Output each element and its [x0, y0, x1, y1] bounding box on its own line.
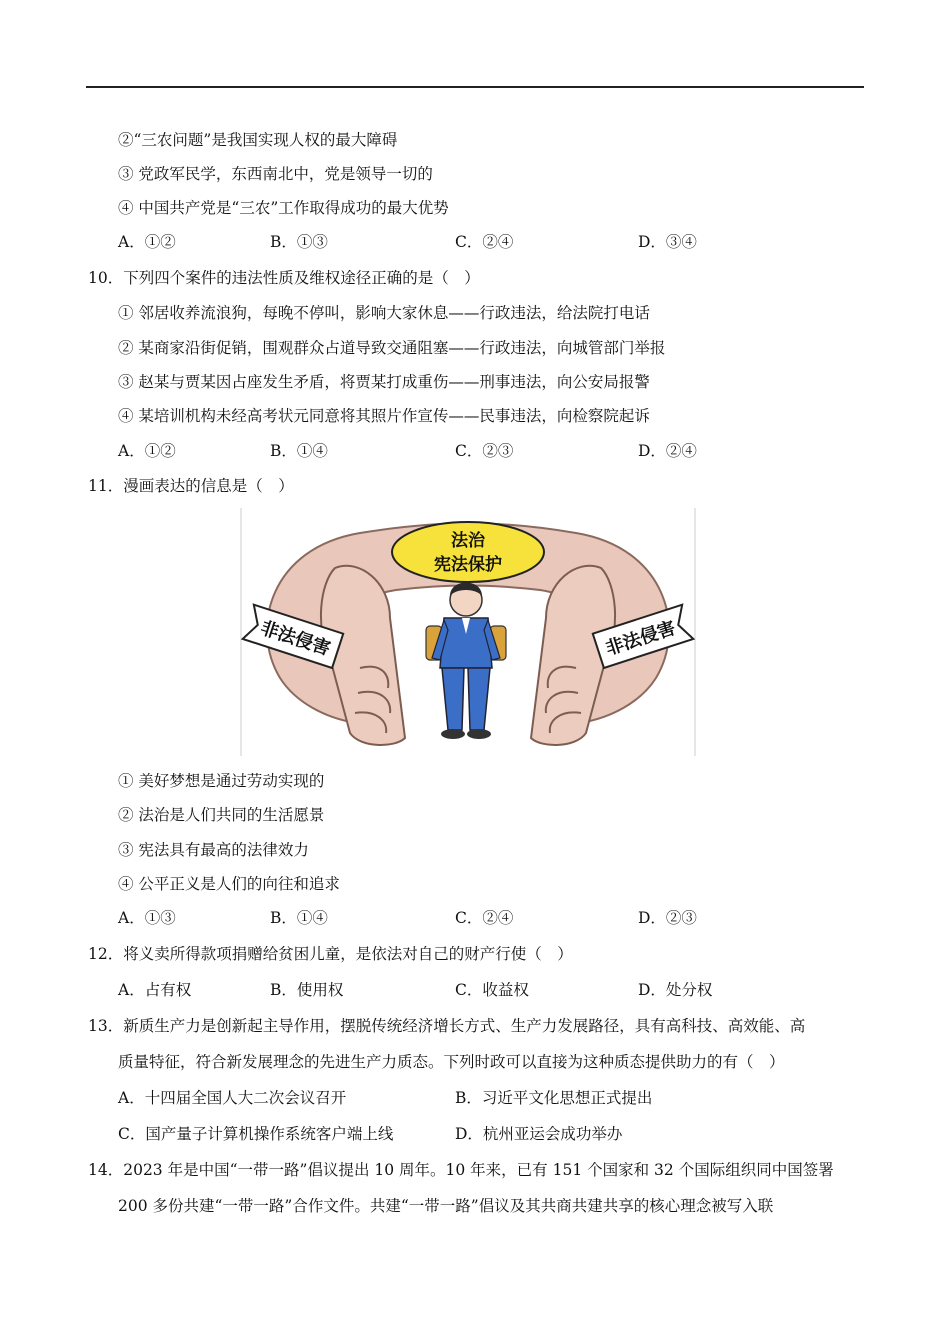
q11-item-1: ① 美好梦想是通过劳动实现的 — [118, 772, 325, 790]
q9-item-3: ③ 党政军民学，东西南北中，党是领导一切的 — [118, 165, 433, 183]
q9-option-d[interactable]: D．③④ — [638, 233, 697, 251]
q11-item-4: ④ 公平正义是人们的向往和追求 — [118, 875, 340, 893]
q11-stem: 11．漫画表达的信息是（ ） — [88, 477, 294, 495]
q11-option-a[interactable]: A．①③ — [118, 909, 176, 927]
q14-line-2: 200 多份共建“一带一路”合作文件。共建“一带一路”倡议及其共商共建共享的核心理念被写入联 — [118, 1197, 774, 1215]
q10-item-2: ② 某商家沿街促销，围观群众占道导致交通阻塞——行政违法，向城管部门举报 — [118, 339, 666, 357]
q13-stem-line-1: 13．新质生产力是创新起主导作用，摆脱传统经济增长方式、生产力发展路径，具有高科技、高效能、高 — [88, 1017, 806, 1035]
right-banner-label: 非法侵害 — [603, 617, 679, 660]
q9-option-b[interactable]: B．①③ — [270, 233, 328, 251]
sign-label-2: 宪法保护 — [434, 555, 502, 575]
q13-option-b[interactable]: B．习近平文化思想正式提出 — [455, 1089, 653, 1107]
q12-option-a[interactable]: A．占有权 — [118, 981, 192, 999]
cartoon-figure — [240, 508, 696, 756]
q11-option-b[interactable]: B．①④ — [270, 909, 328, 927]
header-rule — [86, 86, 864, 88]
q13-stem-line-2: 质量特征，符合新发展理念的先进生产力质态。下列时政可以直接为这种质态提供助力的有（ ） — [118, 1053, 785, 1071]
q10-item-3: ③ 赵某与贾某因占座发生矛盾，将贾某打成重伤——刑事违法，向公安局报警 — [118, 373, 650, 391]
q12-option-c[interactable]: C．收益权 — [455, 981, 529, 999]
q9-option-a[interactable]: A．①② — [118, 233, 176, 251]
q10-item-4: ④ 某培训机构未经高考状元同意将其照片作宣传——民事违法，向检察院起诉 — [118, 407, 650, 425]
q11-item-3: ③ 宪法具有最高的法律效力 — [118, 841, 309, 859]
q9-item-2: ②“三农问题”是我国实现人权的最大障碍 — [118, 131, 398, 149]
cartoon-illustration — [240, 508, 696, 756]
q14-line-1: 14．2023 年是中国“一带一路”倡议提出 10 周年。10 年来，已有 151 个国家和 32 个国际组织同中国签署 — [88, 1161, 834, 1179]
q13-option-a[interactable]: A．十四届全国人大二次会议召开 — [118, 1089, 347, 1107]
q11-option-d[interactable]: D．②③ — [638, 909, 697, 927]
q10-item-1: ① 邻居收养流浪狗，每晚不停叫，影响大家休息——行政违法，给法院打电话 — [118, 304, 650, 322]
q9-option-c[interactable]: C．②④ — [455, 233, 514, 251]
q9-item-4: ④ 中国共产党是“三农”工作取得成功的最大优势 — [118, 199, 449, 217]
sign-label-1: 法治 — [451, 531, 485, 551]
q13-option-d[interactable]: D．杭州亚运会成功举办 — [455, 1125, 623, 1143]
q12-option-b[interactable]: B．使用权 — [270, 981, 344, 999]
q11-item-2: ② 法治是人们共同的生活愿景 — [118, 806, 325, 824]
q12-option-d[interactable]: D．处分权 — [638, 981, 713, 999]
q12-stem: 12．将义卖所得款项捐赠给贫困儿童，是依法对自己的财产行使（ ） — [88, 945, 573, 963]
student-icon — [426, 583, 506, 740]
q10-stem: 10．下列四个案件的违法性质及维权途径正确的是（ ） — [88, 269, 480, 287]
left-banner-label: 非法侵害 — [257, 617, 333, 660]
q10-option-b[interactable]: B．①④ — [270, 442, 328, 460]
q10-option-a[interactable]: A．①② — [118, 442, 176, 460]
q11-option-c[interactable]: C．②④ — [455, 909, 514, 927]
q10-option-c[interactable]: C．②③ — [455, 442, 514, 460]
q13-option-c[interactable]: C．国产量子计算机操作系统客户端上线 — [118, 1125, 394, 1143]
q10-option-d[interactable]: D．②④ — [638, 442, 697, 460]
